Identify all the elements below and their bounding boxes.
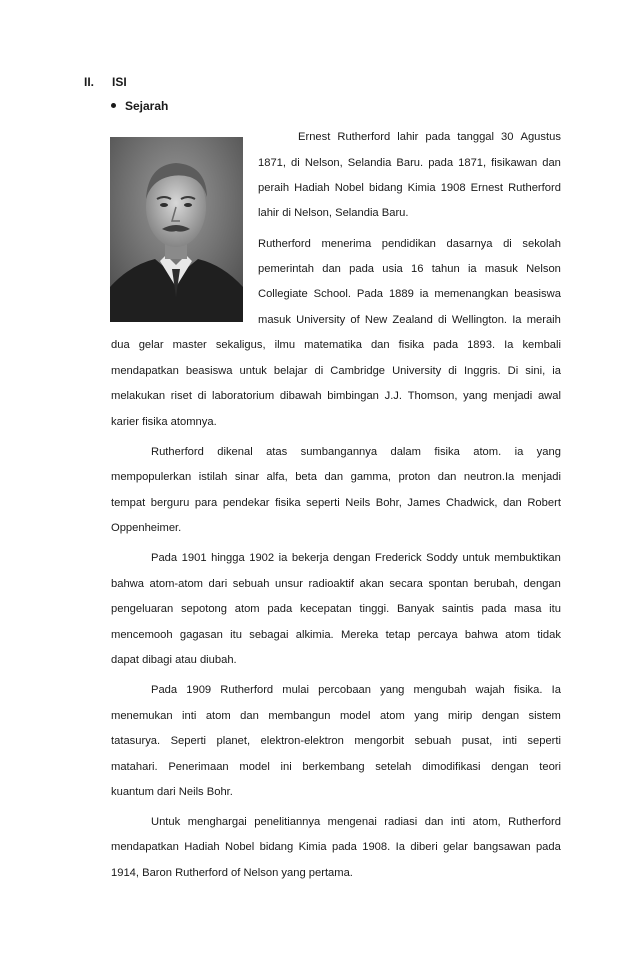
text-line: Untuk menghargai penelitiannya mengenai radiasi dan inti atom, Rutherford xyxy=(151,816,561,828)
section-number: II. xyxy=(84,75,95,89)
text-line: Ernest Rutherford lahir pada tanggal 30 Agustus xyxy=(298,131,561,143)
text-line: Rutherford menerima pendidikan dasarnya di sekolah xyxy=(258,238,561,250)
subsection-heading xyxy=(111,98,168,114)
text-line: 1914, Baron Rutherford of Nelson yang pertama. xyxy=(111,867,353,879)
text-line: matahari. Penerimaan model ini berkembang setelah dimodifikasi dengan teori xyxy=(111,761,561,773)
text-line: Pada 1909 Rutherford mulai percobaan yang mengubah wajah fisika. Ia xyxy=(151,684,561,696)
text-line: menemukan inti atom dan membangun model atom yang mirip dengan sistem xyxy=(111,710,561,722)
bullet-icon xyxy=(111,103,116,108)
text-line: tempat berguru para pendekar fisika seperti Neils Bohr, James Chadwick, dan Robert xyxy=(111,497,561,509)
text-line: dua gelar master sekaligus, ilmu matematika dan fisika pada 1893. Ia kembali xyxy=(111,339,561,351)
text-line: mendapatkan Hadiah Nobel bidang Kimia pada 1908. Ia diberi gelar bangsawan pada xyxy=(111,841,561,853)
text-line: mencemooh gagasan itu sebagai alkimia. Mereka tetap percaya bahwa atom tidak xyxy=(111,629,561,641)
text-line: Oppenheimer. xyxy=(111,522,182,534)
text-line: masuk University of New Zealand di Wellington. Ia meraih xyxy=(258,314,561,326)
text-line: tatasurya. Seperti planet, elektron-elektron mengorbit sebuah pusat, inti seperti xyxy=(111,735,561,747)
text-line: bahwa atom-atom dari sebuah unsur radioaktif akan secara spontan berubah, dengan xyxy=(111,578,561,590)
text-line: pengeluaran sepotong atom pada kecepatan tinggi. Banyak saintis pada masa itu xyxy=(111,603,561,615)
section-title: ISI xyxy=(112,75,127,89)
section-heading xyxy=(84,74,127,90)
text-line: peraih Hadiah Nobel bidang Kimia 1908 Ernest Rutherford xyxy=(258,182,561,194)
subsection-title: Sejarah xyxy=(125,99,169,113)
text-line: karier fisika atomnya. xyxy=(111,416,217,428)
text-line: melakukan riset di laboratorium dibawah bimbingan J.J. Thomson, yang menjadi awal xyxy=(111,390,561,402)
text-line: kuantum dari Neils Bohr. xyxy=(111,786,233,798)
text-line: lahir di Nelson, Selandia Baru. xyxy=(258,207,409,219)
text-line: mempopulerkan istilah sinar alfa, beta dan gamma, proton dan neutron.Ia menjadi xyxy=(111,471,561,483)
text-line: 1871, di Nelson, Selandia Baru. pada 1871, fisikawan dan xyxy=(258,157,561,169)
text-line: mendapatkan beasiswa untuk belajar di Cambridge University di Inggris. Di sini, ia xyxy=(111,365,561,377)
portrait-photo xyxy=(110,137,243,322)
text-line: Pada 1901 hingga 1902 ia bekerja dengan Frederick Soddy untuk membuktikan xyxy=(151,552,561,564)
text-line: pemerintah dan pada usia 16 tahun ia masuk Nelson xyxy=(258,263,561,275)
text-line: dapat dibagi atau diubah. xyxy=(111,654,237,666)
text-line: Collegiate School. Pada 1889 ia memenangkan beasiswa xyxy=(258,288,561,300)
text-line: Rutherford dikenal atas sumbangannya dalam fisika atom. ia yang xyxy=(151,446,561,458)
